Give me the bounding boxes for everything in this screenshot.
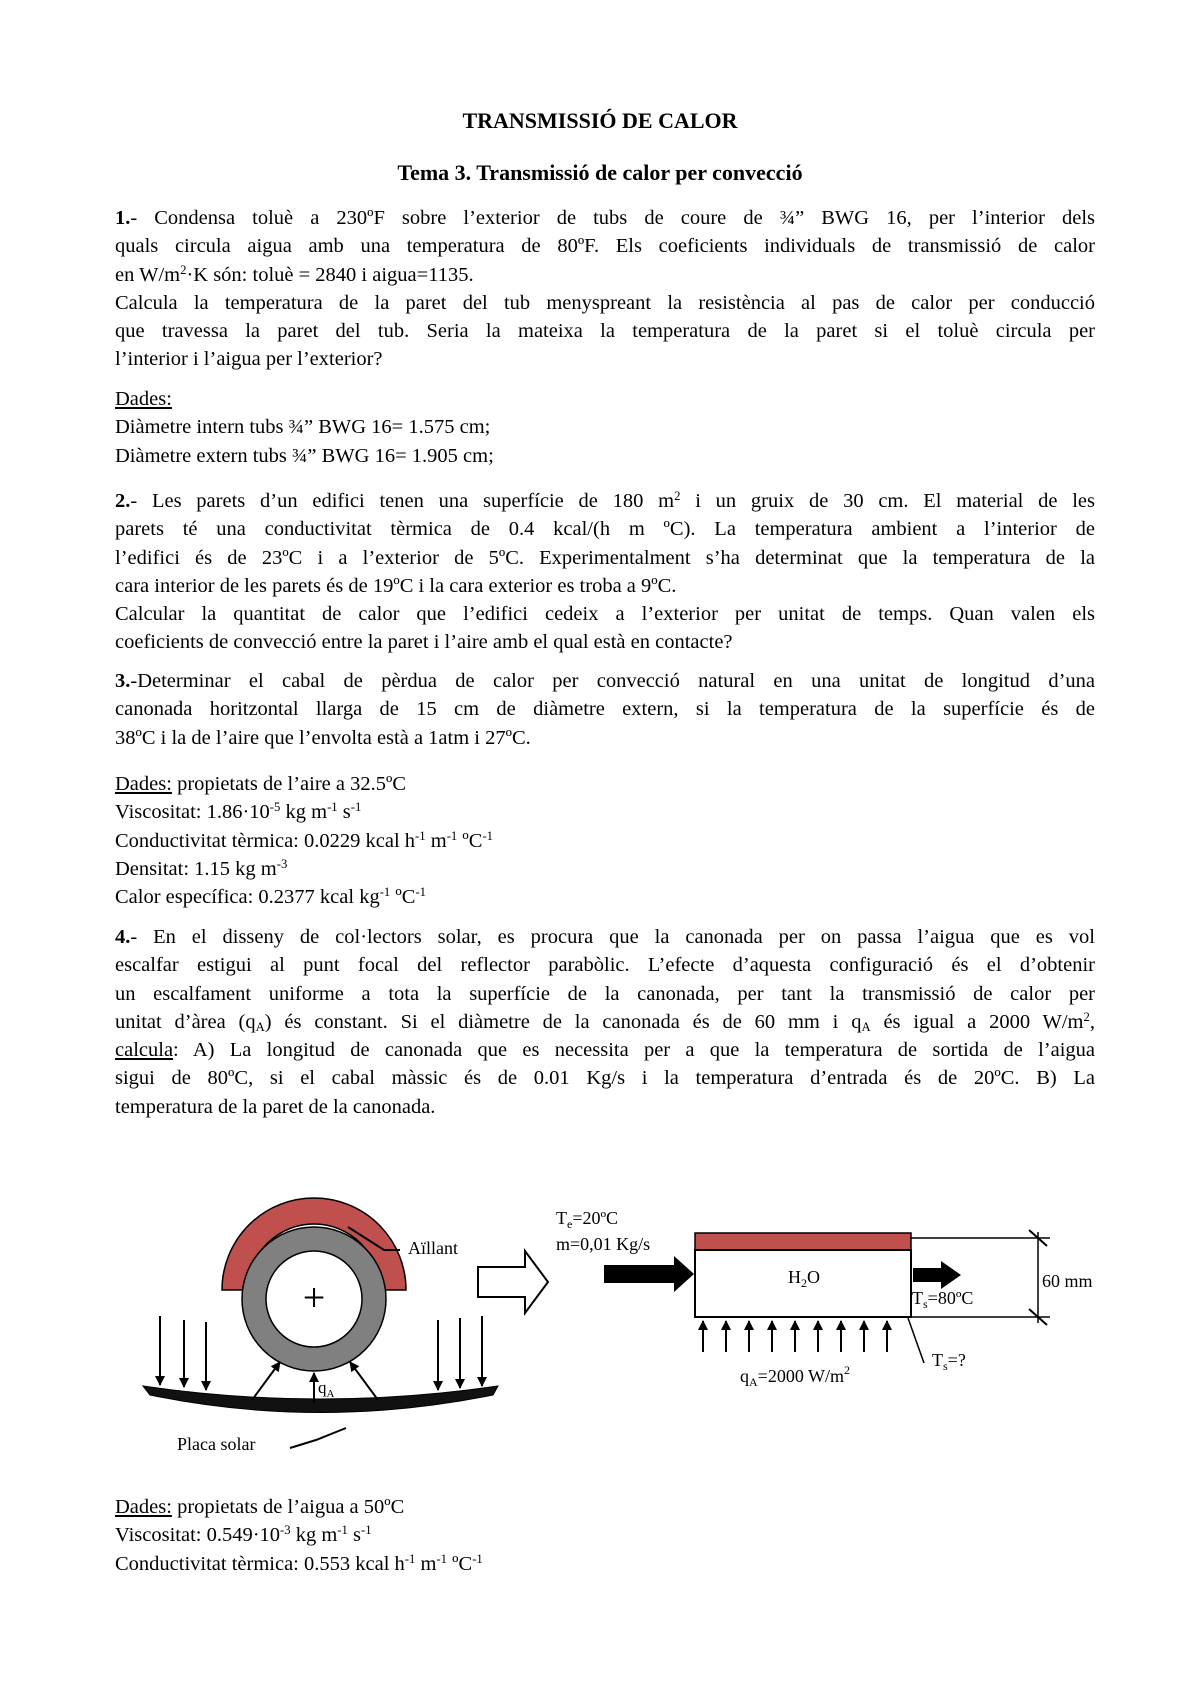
problem-4-line-6: sigui de 80ºC, si el cabal màssic és de 0.01 Kg/s i la temperatura d’entrada és de 20ºC. B) La	[115, 1067, 1095, 1090]
aillant-label: Aïllant	[408, 1238, 458, 1258]
document-title: TRANSMISSIÓ DE CALOR	[462, 108, 738, 133]
problem-4-number: 4.	[115, 926, 131, 948]
problem-4-line-5: calcula: A) La longitud de canonada que es necessita per a que la temperatura de sortida de l’aigua	[115, 1039, 1095, 1062]
problem-4-line-2: escalfar estigui al punt focal del reflector parabòlic. L’efecte d’aquesta configuració és el d’obtenir	[115, 954, 1095, 977]
h2o-label: $H_2O$	[788, 1267, 820, 1290]
problem-3-conductivity: Conductivitat tèrmica: 0.0229 kcal $h^{-1}$ $m^{-1}$ ºC$^{-1}$	[115, 828, 494, 852]
problem-1-line-2: quals circula aigua amb una temperatura de 80ºF. Els coeficients individuals de transmissió de calor	[115, 235, 1095, 258]
dimension-label: 60 mm	[1042, 1271, 1093, 1291]
problem-4-line-4: unitat d’àrea $(q_A)$ és constant. Si el diàmetre de la canonada és de 60 mm i $q_A$ és igual a 2000 $W/m^2$,	[115, 1009, 1095, 1035]
te-label: $T_e=20ºC$	[556, 1208, 619, 1231]
qa-flux-label: $q_A=2000$ $W/m^2$	[740, 1363, 850, 1389]
placa-label: Placa solar	[177, 1434, 256, 1454]
problem-4-line-7: temperatura de la paret de la canonada.	[115, 1095, 436, 1118]
problem-3-viscosity: Viscositat: $1.86\cdot 10^{-5}$ kg $m^{-1}$ $s^{-1}$	[115, 800, 362, 824]
ts-wall-leader	[908, 1318, 924, 1363]
problem-4-line-3: un escalfament uniforme a tota la superfície de la canonada, per tant la transmissió de calor per	[115, 982, 1095, 1005]
problem-4-data-header: Dades: propietats de l’aigua a 50ºC	[115, 1496, 405, 1518]
problem-4-conductivity: Conductivitat tèrmica: 0.553 kcal $h^{-1}$ $m^{-1}$ ºC$^{-1}$	[115, 1551, 483, 1575]
problem-1-data-label: Dades:	[115, 388, 172, 410]
ts-outlet-label: $T_s=80ºC$	[912, 1288, 974, 1311]
outlet-arrow	[913, 1261, 961, 1289]
problem-2-number: 2.	[115, 490, 131, 512]
problem-4-line-1: 4.- En el disseny de col·lectors solar, es procura que la canonada per on passa l’aigua que es vol	[115, 926, 1095, 948]
problem-3-line-1: 3.-Determinar el cabal de pèrdua de calor per convecció natural en una unitat de longitud d’una	[115, 670, 1095, 692]
problem-1-data-outer-diameter: Diàmetre extern tubs ¾” BWG 16= 1.905 cm;	[115, 444, 494, 467]
ts-wall-label: $T_s=$?	[932, 1350, 966, 1373]
problem-2-line-5: Calcular la quantitat de calor que l’edifici cedeix a l’exterior per unitat de temps. Quan valen els	[115, 603, 1095, 626]
problem-4-data	[115, 1493, 1095, 1578]
pipe-insulation-strip	[695, 1233, 911, 1250]
problem-3-density: Densitat: 1.15 kg $m^{-3}$	[115, 856, 288, 880]
problem-1-line-1: 1.- Condensa toluè a 230ºF sobre l’exterior de tubs de coure de ¾” BWG 16, per l’interior dels	[115, 207, 1095, 229]
problem-3-line-3: 38ºC i la de l’aire que l’envolta està a 1atm i 27ºC.	[115, 726, 531, 749]
pipe-cross-section	[222, 1198, 406, 1371]
problem-3-number: 3.	[115, 670, 131, 692]
placa-leader	[290, 1428, 346, 1448]
mass-flow-label: m=0,01 Kg/s	[556, 1234, 651, 1254]
problem-1-line-3: en $W/m^2\cdot K$ són: toluè = 2840 i aigua=1135.	[115, 262, 474, 286]
problem-1-data-inner-diameter: Diàmetre intern tubs ¾” BWG 16= 1.575 cm;	[115, 416, 491, 439]
problem-2-line-2: parets té una conductivitat tèrmica de 0.4 kcal/(h m ºC). La temperatura ambient a l’interior de	[115, 518, 1095, 541]
problem-1-line-5: que travessa la paret del tub. Seria la mateixa la temperatura de la paret si el toluè circula per	[115, 320, 1095, 343]
problem-2-line-4: cara interior de les parets és de 19ºC i la cara exterior es troba a 9ºC.	[115, 574, 677, 597]
problem-1-number: 1.	[115, 207, 131, 229]
problem-3-line-2: canonada horitzontal llarga de 15 cm de diàmetre extern, si la temperatura de la superfície és de	[115, 698, 1095, 721]
problem-3-data-header: Dades: propietats de l’aire a 32.5ºC	[115, 773, 406, 795]
heat-flux-arrows	[703, 1321, 887, 1352]
transition-arrow	[478, 1251, 548, 1313]
problem-1-line-6: l’interior i l’aigua per l’exterior?	[115, 348, 383, 371]
pipe-center-plus: +	[302, 1275, 326, 1320]
problem-1-line-4: Calcula la temperatura de la paret del tub menyspreant la resistència al pas de calor per conducció	[115, 291, 1095, 314]
problem-2-line-6: coeficients de convecció entre la paret i l’aire amb el qual està en contacte?	[115, 631, 733, 654]
problem-2-line-3: l’edifici és de 23ºC i a l’exterior de 5ºC. Experimentalment s’ha determinat que la temperatura de la	[115, 546, 1095, 569]
problem-4-viscosity: Viscositat: $0.549\cdot 10^{-3}$ kg $m^{-1}$ $s^{-1}$	[115, 1523, 372, 1547]
inlet-arrow	[604, 1256, 694, 1292]
qa-label-left: $q_A$	[318, 1378, 335, 1400]
problem-3-specific-heat: Calor específica: 0.2377 kcal $kg^{-1}$ ºC$^{-1}$	[115, 885, 427, 909]
problem-2-line-1: 2.- Les parets d’un edifici tenen una superfície de 180 $m^2$ i un gruix de 30 cm. El material de les	[115, 489, 1096, 512]
document-subtitle: Tema 3. Transmissió de calor per convecció	[397, 160, 803, 185]
